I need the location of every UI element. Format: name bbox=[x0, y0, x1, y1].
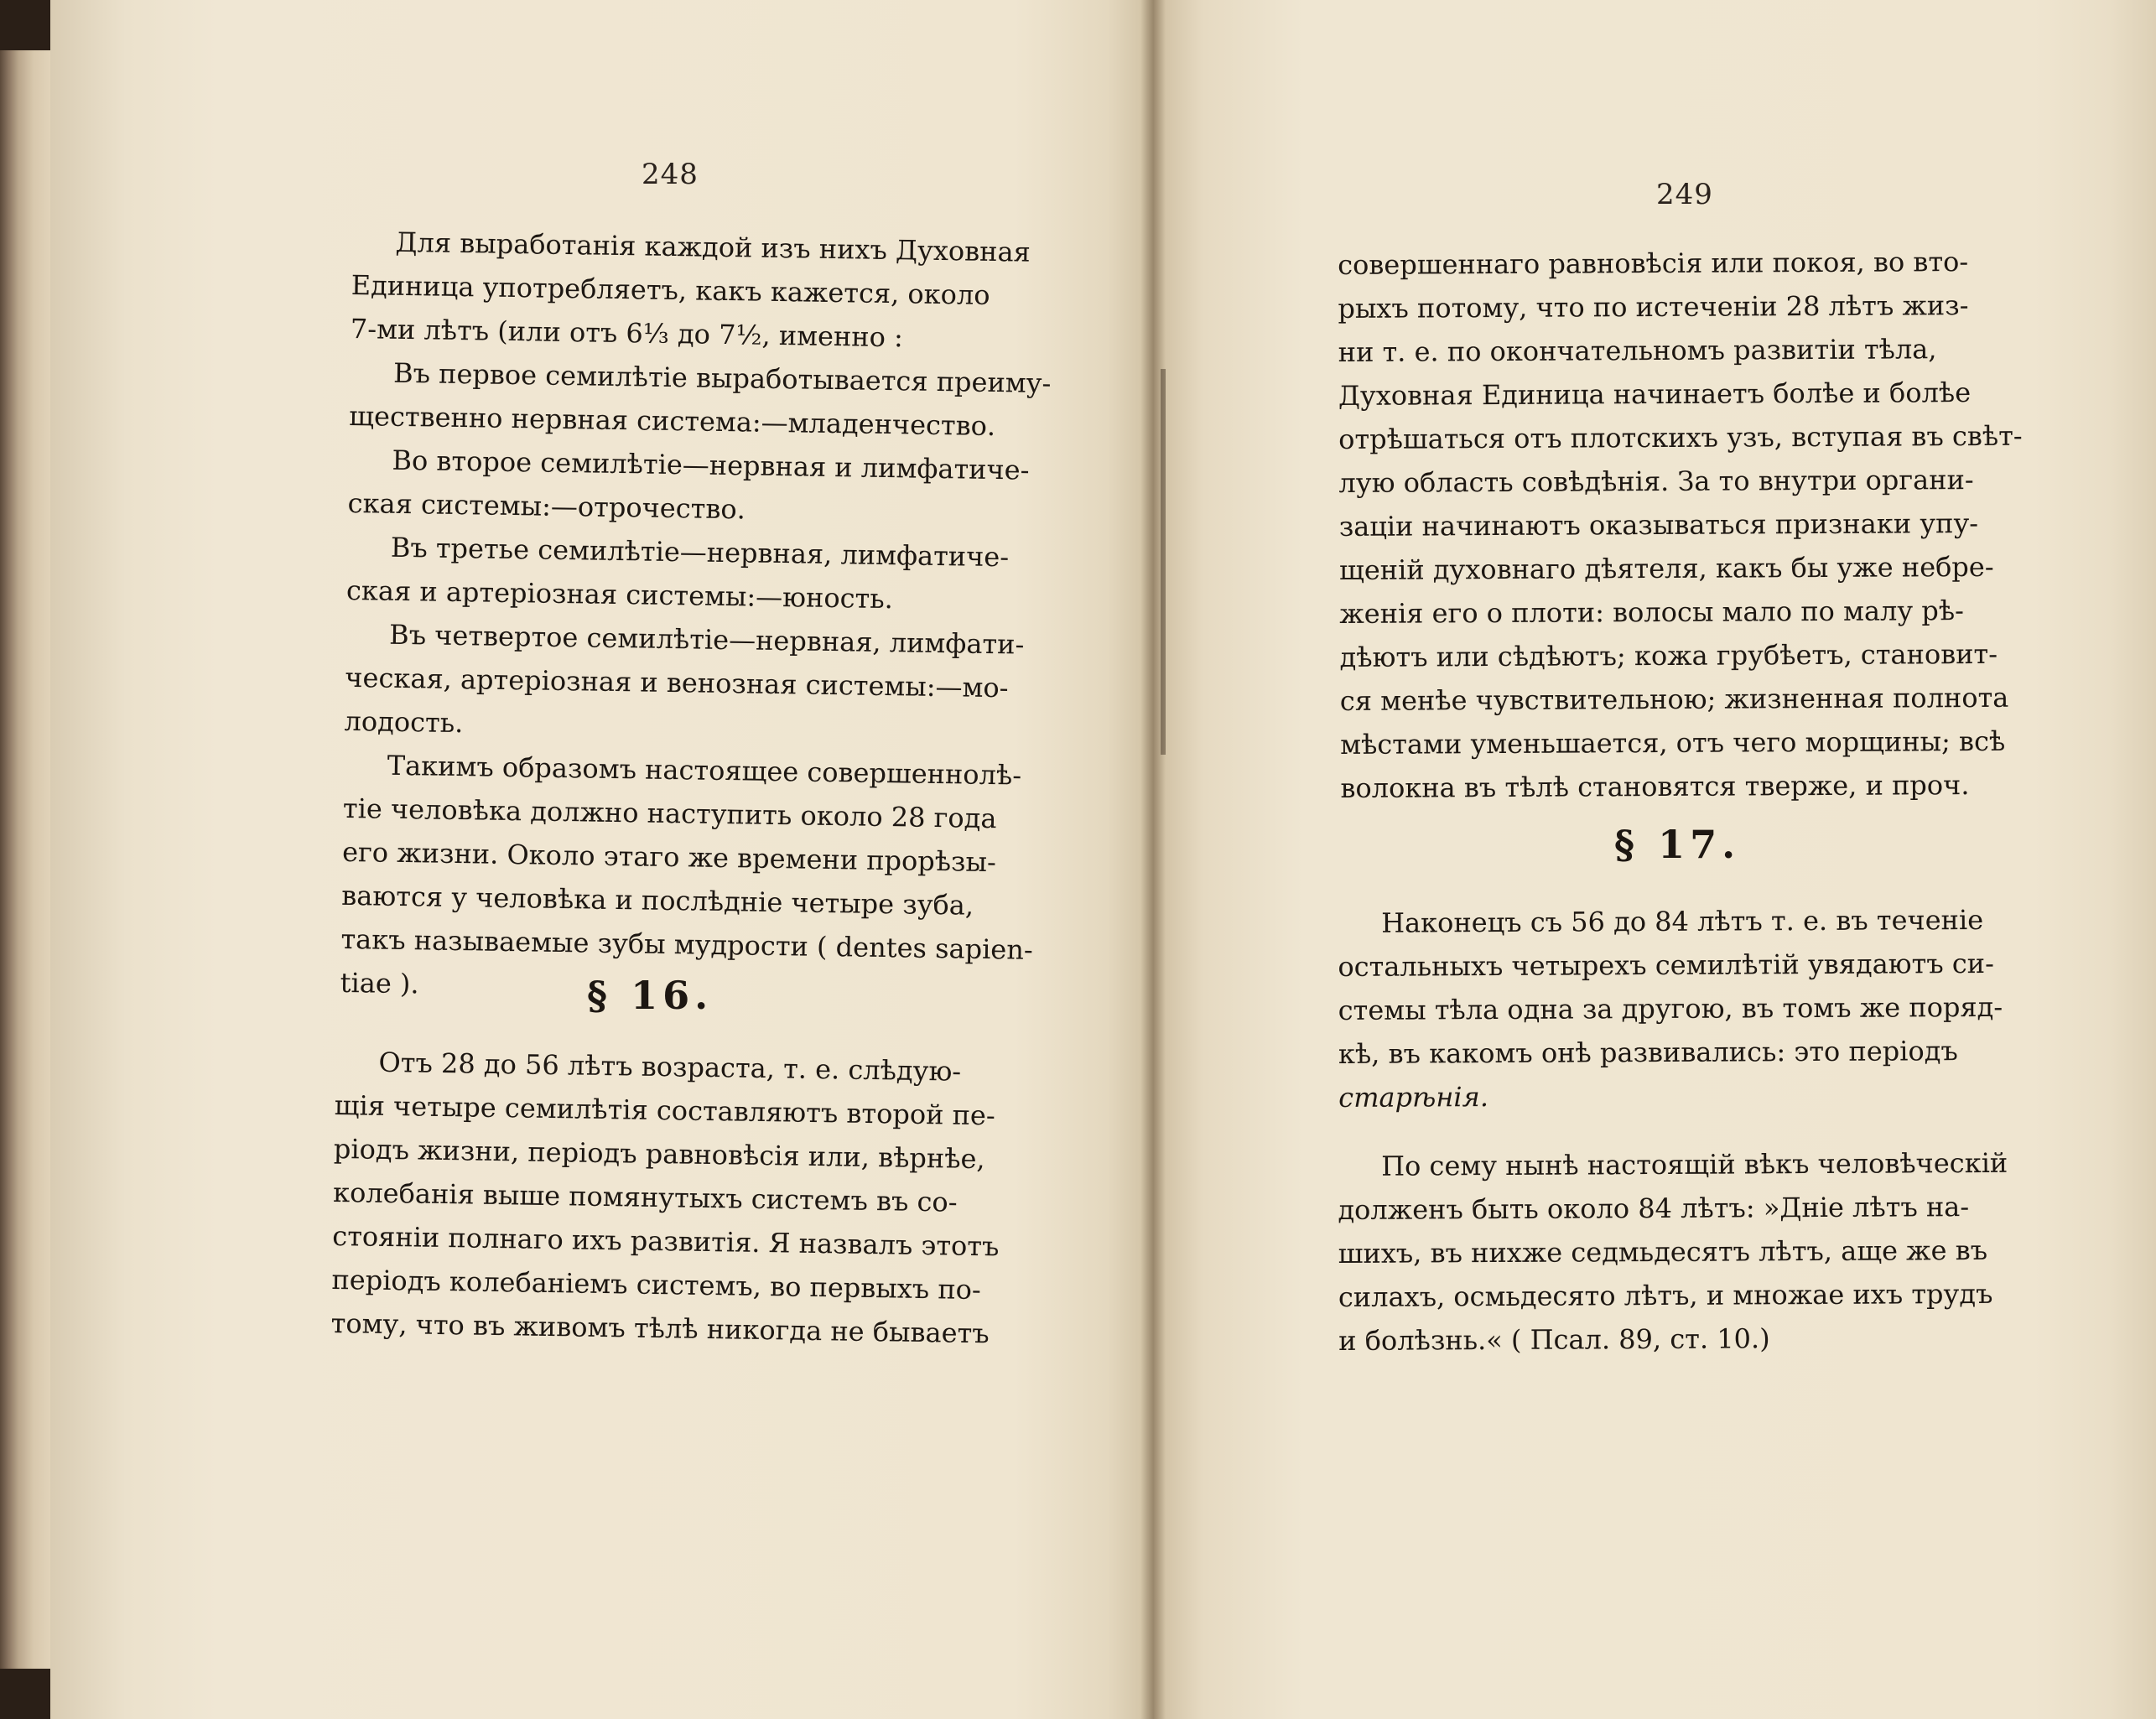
text-line: шихъ, въ нихже седмьдесятъ лѣтъ, аще же въ bbox=[1338, 1233, 1988, 1270]
left-text-top bbox=[340, 220, 1065, 1015]
left-page-number: 248 bbox=[642, 158, 699, 191]
text-line: ская и артеріозная системы:—юность. bbox=[345, 574, 894, 615]
text-line: остальныхъ четырехъ семилѣтій увядаютъ си- bbox=[1338, 947, 1994, 983]
text-line: Для выработанія каждой изъ нихъ Духовная bbox=[395, 226, 1031, 268]
text-line: ская системы:—отрочество. bbox=[347, 486, 746, 526]
text-line: лую область совѣдѣнія. За то внутри органи- bbox=[1338, 464, 1974, 499]
text-line: тому, что въ живомъ тѣлѣ никогда не бываетъ bbox=[330, 1306, 990, 1350]
text-line: отрѣшаться отъ плотскихъ узъ, вступая въ свѣт- bbox=[1338, 419, 2023, 455]
text-line: ни т. е. по окончательномъ развитіи тѣла, bbox=[1338, 333, 1937, 368]
text-line: кѣ, въ какомъ онѣ развивались: это періодъ bbox=[1338, 1035, 1958, 1070]
book-gutter bbox=[1140, 0, 1166, 1719]
text-line: ріодъ жизни, періодъ равновѣсія или, вѣрнѣе, bbox=[333, 1132, 985, 1176]
text-line: періодъ колебаніемъ системъ, во первыхъ по- bbox=[331, 1263, 982, 1306]
right-page bbox=[1153, 0, 2156, 1719]
text-line: щеній духовнаго дѣятеля, какъ бы уже небре- bbox=[1338, 550, 1994, 586]
right-text-bottom bbox=[1338, 1140, 2076, 1363]
page-crease bbox=[1161, 369, 1166, 755]
text-line: Такимъ образомъ настоящее совершеннолѣ- bbox=[387, 749, 1022, 792]
text-line: мѣстами уменьшается, отъ чего морщины; всѣ bbox=[1340, 724, 2006, 761]
text-line: старѣнія. bbox=[1338, 1081, 1489, 1114]
text-line: ся менѣе чувствительною; жизненная полнота bbox=[1339, 681, 2009, 717]
text-line: Отъ 28 до 56 лѣтъ возраста, т. е. слѣдую- bbox=[378, 1046, 962, 1088]
text-line: щія четыре семилѣтія составляютъ второй пе- bbox=[334, 1088, 996, 1132]
text-line: стемы тѣла одна за другою, въ томъ же поряд- bbox=[1338, 990, 2003, 1026]
section-heading-16: § 16. bbox=[587, 973, 714, 1018]
text-line: заціи начинаютъ оказываться признаки упу- bbox=[1338, 507, 1979, 543]
left-text-bottom bbox=[330, 1040, 1057, 1356]
right-text-top bbox=[1338, 239, 2079, 810]
right-text-middle bbox=[1338, 897, 2076, 1119]
text-line: ческая, артеріозная и венозная системы:—мо- bbox=[345, 661, 1009, 704]
text-line: По сему нынѣ настоящій вѣкъ человѣческій bbox=[1381, 1146, 2008, 1182]
text-line: волокна въ тѣлѣ становятся тверже, и проч. bbox=[1340, 769, 1970, 804]
left-page bbox=[50, 0, 1153, 1719]
text-line: Въ третье семилѣтіе—нервная, лимфатиче- bbox=[390, 531, 1010, 574]
text-line: Въ четвертое семилѣтіе—нервная, лимфати- bbox=[388, 618, 1025, 661]
text-line: Во второе семилѣтіе—нервная и лимфатиче- bbox=[392, 444, 1030, 486]
text-line: щественно нервная система:—младенчество. bbox=[349, 399, 996, 443]
text-line: его жизни. Около этаго же времени прорѣзы- bbox=[341, 835, 997, 879]
text-line: Въ первое семилѣтіе выработывается преиму- bbox=[392, 356, 1052, 400]
section-heading-17: § 17. bbox=[1614, 822, 1741, 867]
text-line: Наконецъ съ 56 до 84 лѣтъ т. е. въ теченіе bbox=[1381, 903, 1984, 939]
text-line: колебанія выше помянутыхъ системъ въ со- bbox=[332, 1176, 958, 1218]
text-line: дѣютъ или сѣдѣютъ; кожа грубѣетъ, становит- bbox=[1339, 637, 1998, 673]
text-line: женія его о плоти: волосы мало по малу рѣ- bbox=[1339, 595, 1965, 630]
text-line: стояніи полнаго ихъ развитія. Я назвалъ этотъ bbox=[332, 1219, 1000, 1263]
text-line: Духовная Единица начинаетъ болѣе и болѣе bbox=[1338, 377, 1972, 412]
text-line: тіе человѣка должно наступить около 28 года bbox=[342, 792, 997, 835]
right-page-number: 249 bbox=[1656, 178, 1713, 211]
text-line: совершеннаго равновѣсія или покоя, во вто- bbox=[1338, 246, 1969, 281]
text-line: и болѣзнь.« ( Псал. 89, ст. 10.) bbox=[1338, 1322, 1770, 1357]
text-line: Единица употребляетъ, какъ кажется, около bbox=[351, 268, 990, 311]
text-line: рыхъ потому, что по истеченіи 28 лѣтъ жиз- bbox=[1338, 289, 1969, 325]
text-line: tiae ). bbox=[340, 966, 419, 1000]
text-line: ваются у человѣка и послѣдніе четыре зуба, bbox=[341, 879, 974, 922]
text-line: силахъ, осмьдесято лѣтъ, и множае ихъ трудъ bbox=[1338, 1277, 1993, 1313]
text-line: лодость. bbox=[344, 704, 464, 740]
text-line: такъ называемые зубы мудрости ( dentes sapien- bbox=[340, 922, 1034, 966]
text-line: 7-ми лѣтъ (или отъ 6⅓ до 7½, именно : bbox=[350, 312, 904, 354]
text-line: долженъ быть около 84 лѣтъ: »Дніе лѣтъ на- bbox=[1338, 1191, 1970, 1226]
